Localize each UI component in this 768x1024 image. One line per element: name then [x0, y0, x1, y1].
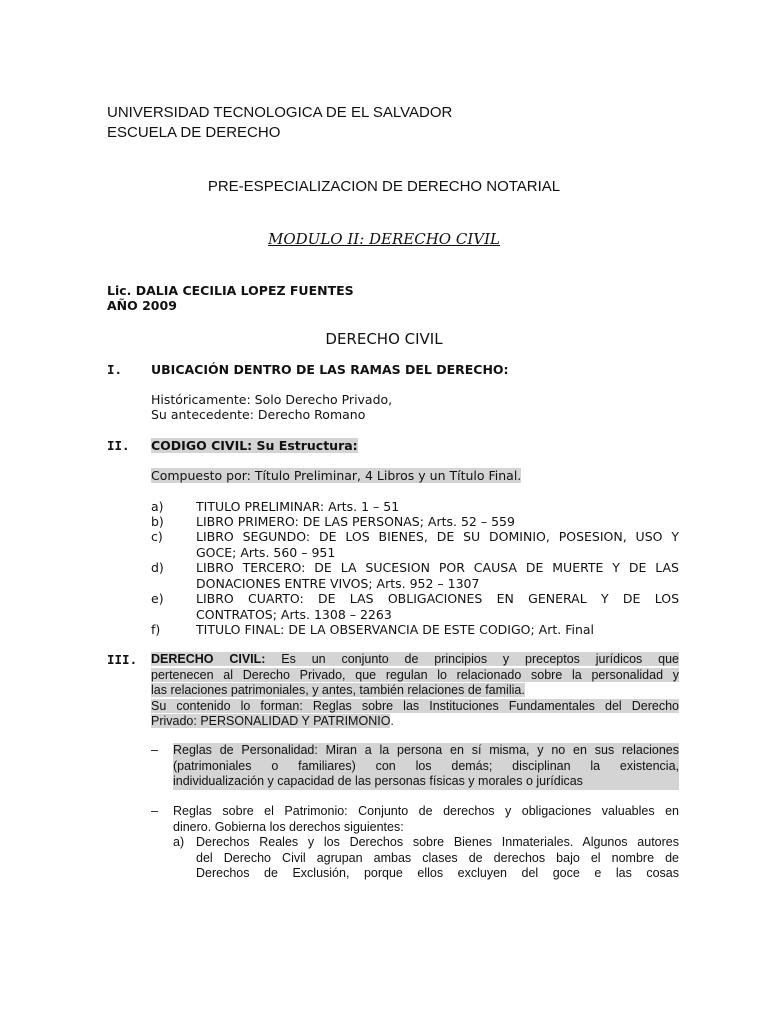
module-title: MODULO II: DERECHO CIVIL [268, 230, 500, 248]
section-title-i: UBICACIÓN DENTRO DE LAS RAMAS DEL DERECHO: [151, 362, 509, 377]
list-item: TITULO PRELIMINAR: Arts. 1 – 51 [196, 499, 400, 514]
list-item-label: c) [151, 529, 163, 544]
section-number-iii: III. [107, 652, 138, 667]
program-title: PRE-ESPECIALIZACION DE DERECHO NOTARIAL [207, 178, 561, 195]
dash-bullet: – [151, 804, 158, 818]
section-i-line: Históricamente: Solo Derecho Privado, [151, 392, 393, 407]
school-name: ESCUELA DE DERECHO [107, 124, 281, 141]
rule-patrimonio: Reglas sobre el Patrimonio: Conjunto de derechos y obligaciones valuables en dinero. Gobierna los derechos siguientes: [173, 804, 679, 834]
university-name: UNIVERSIDAD TECNOLOGICA DE EL SALVADOR [107, 104, 453, 121]
section-ii-intro: Compuesto por: Título Preliminar, 4 Libros y un Título Final. [151, 468, 522, 483]
list-item-label: e) [151, 591, 164, 606]
list-item: LIBRO PRIMERO: DE LAS PERSONAS; Arts. 52 – 559 [196, 514, 515, 529]
list-item-label: b) [151, 514, 164, 529]
list-item: TITULO FINAL: DE LA OBSERVANCIA DE ESTE CODIGO; Art. Final [196, 622, 595, 637]
year: AÑO 2009 [107, 298, 177, 313]
section-number-ii: II. [107, 438, 130, 453]
list-item: LIBRO SEGUNDO: DE LOS BIENES, DE SU DOMINIO, POSESION, USO Y GOCE; Arts. 560 – 951 [196, 529, 679, 560]
document-title: DERECHO CIVIL [325, 330, 443, 348]
sub-item-label: a) [173, 835, 185, 849]
list-item-label: f) [151, 622, 161, 637]
section-i-line: Su antecedente: Derecho Romano [151, 407, 366, 422]
list-item: LIBRO CUARTO: DE LAS OBLIGACIONES EN GENERAL Y DE LOS CONTRATOS; Arts. 1308 – 2263 [196, 591, 679, 622]
sub-item-derechos-reales: Derechos Reales y los Derechos sobre Bienes Inmateriales. Algunos autores del Derecho Civil agrupan ambas clases de derechos bajo el nombre de Derechos de Exclusión, porque ellos excluyen del goce e las cosas [196, 835, 679, 880]
list-item-label: a) [151, 499, 164, 514]
list-item-label: d) [151, 560, 164, 575]
list-item: LIBRO TERCERO: DE LA SUCESION POR CAUSA DE MUERTE Y DE LAS DONACIONES ENTRE VIVOS; Arts. 952 – 1307 [196, 560, 679, 591]
section-iii-definition: DERECHO CIVIL: Es un conjunto de principios y preceptos jurídicos que pertenecen al Derecho Privado, que regulan lo relacionado sobre la personalidad y las relaciones patrimoniales, y antes, también relaciones de familia. Su contenido lo forman: Reglas sobre las Instituciones Fundamentales del Derecho Privado: PERSONALIDAD Y PATRIMONIO. [151, 652, 679, 728]
section-number-i: I. [107, 362, 123, 377]
section-title-ii: CODIGO CIVIL: Su Estructura: [151, 438, 358, 453]
author-name: Lic. DALIA CECILIA LOPEZ FUENTES [107, 283, 354, 298]
dash-bullet: – [151, 743, 158, 757]
rule-personalidad: Reglas de Personalidad: Miran a la persona en sí misma, y no en sus relaciones (patrimoniales o familiares) con los demás; disciplinan la existencia, individualización y capacidad de las personas físicas y morales o jurídicas [173, 743, 679, 788]
